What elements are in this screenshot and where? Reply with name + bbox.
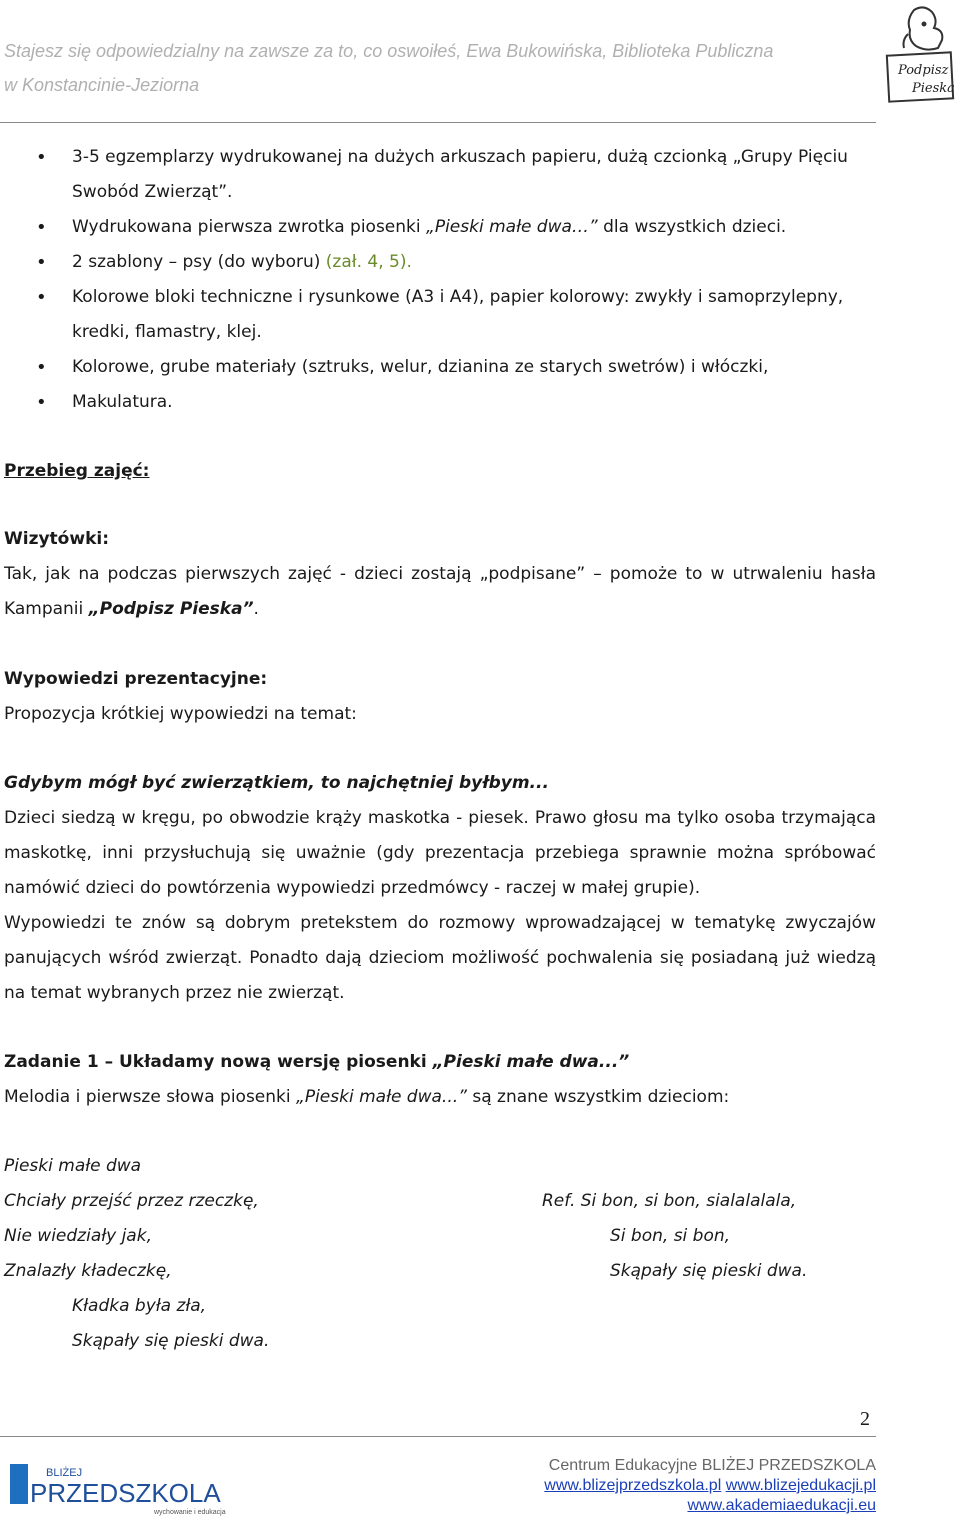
footer-contact xyxy=(544,1456,876,1516)
page-number: 2 xyxy=(860,1408,870,1430)
header-line-1: Stajesz się odpowiedzialny na zawsze za to, co oswoiłeś, Ewa Bukowińska, Biblioteka Publiczna xyxy=(4,41,774,61)
podpisz-pieska-logo xyxy=(884,4,956,104)
wypowiedzi-text: Propozycja krótkiej wypowiedzi na temat: xyxy=(4,704,357,724)
wypowiedzi-heading: Wypowiedzi prezentacyjne: xyxy=(4,669,268,689)
gdybym-heading: Gdybym mógł być zwierzątkiem, to najchętniej byłbym... xyxy=(4,773,549,793)
list-item: • Wydrukowana pierwsza zwrotka piosenki „Pieski małe dwa…” dla wszystkich dzieci. xyxy=(36,210,876,245)
poem-line: Znalazły kładeczkę, xyxy=(4,1261,172,1281)
refrain-line: Si bon, si bon, xyxy=(610,1226,731,1246)
svg-text:BLIŻEJ: BLIŻEJ xyxy=(46,1467,83,1479)
svg-text:PRZEDSZKOLA: PRZEDSZKOLA xyxy=(30,1478,221,1508)
poem-line: Pieski małe dwa xyxy=(4,1156,142,1176)
footer-divider xyxy=(0,1436,876,1437)
list-item: • 3-5 egzemplarzy wydrukowanej na dużych arkuszach papieru, dużą czcionką „Grupy Pięciu Swobód Zwierząt”. xyxy=(36,140,876,210)
przebieg-heading: Przebieg zajęć: xyxy=(4,461,150,481)
poem-line: Skąpały się pieski dwa. xyxy=(72,1331,270,1351)
poem-line: Chciały przejść przez rzeczkę, xyxy=(4,1191,259,1211)
materials-list xyxy=(36,140,876,420)
svg-text:Pieska: Pieska xyxy=(912,81,955,96)
paragraph-1: Dzieci siedzą w kręgu, po obwodzie krąży maskotka - piesek. Prawo głosu ma tylko osoba trzymająca maskotkę, inni przysłuchują się uważnie (gdy prezentacja przebiega sprawnie można spróbować namówić dzieci do powtórzenia wypowiedzi przedmówcy - raczej w małej grupie). xyxy=(4,808,876,898)
header-text xyxy=(4,34,773,102)
svg-text:wychowanie i edukacja: wychowanie i edukacja xyxy=(154,1509,226,1516)
link-blizejprzedszkola[interactable]: www.blizejprzedszkola.pl xyxy=(544,1477,722,1494)
paragraph-2: Wypowiedzi te znów są dobrym pretekstem do rozmowy wprowadzającej w tematykę zwyczajów panujących wśród zwierząt. Ponadto dają dzieciom możliwość pochwalenia się posiadaną już wiedzą na temat wybranych przez nie zwierząt. xyxy=(4,913,876,1003)
zadanie-heading: Zadanie 1 – Układamy nową wersję piosenki „Pieski małe dwa...” xyxy=(4,1052,630,1072)
list-item: • Kolorowe, grube materiały (sztruks, welur, dzianina ze starych swetrów) i włóczki, xyxy=(36,350,876,385)
svg-text:Podpisz: Podpisz xyxy=(898,63,949,78)
footer-org: Centrum Edukacyjne BLIŻEJ PRZEDSZKOLA xyxy=(548,1457,876,1474)
list-item: • 2 szablony – psy (do wyboru) (zał. 4, 5). xyxy=(36,245,876,280)
poem-line: Kładka była zła, xyxy=(72,1296,207,1316)
refrain-line: Ref. Si bon, si bon, sialalalala, xyxy=(542,1191,797,1211)
blizej-przedszkola-logo xyxy=(4,1460,252,1518)
melodia-text: Melodia i pierwsze słowa piosenki „Pieski małe dwa...” są znane wszystkim dzieciom: xyxy=(4,1087,730,1107)
refrain-line: Skąpały się pieski dwa. xyxy=(610,1261,808,1281)
header-line-2: w Konstancinie-Jeziorna xyxy=(4,75,200,95)
header-divider xyxy=(0,122,876,123)
list-item: • Makulatura. xyxy=(36,385,876,420)
wizytowki-heading: Wizytówki: xyxy=(4,529,109,549)
link-blizejedukacji[interactable]: www.blizejedukacji.pl xyxy=(725,1477,876,1494)
list-item: • Kolorowe bloki techniczne i rysunkowe (A3 i A4), papier kolorowy: zwykły i samoprzylepny, kredki, flamastry, klej. xyxy=(36,280,876,350)
poem-line: Nie wiedziały jak, xyxy=(4,1226,152,1246)
link-akademiaedukacji[interactable]: www.akademiaedukacji.eu xyxy=(687,1497,876,1514)
wizytowki-text: Tak, jak na podczas pierwszych zajęć - dzieci zostają „podpisane” – pomoże to w utrwaleniu hasła Kampanii „Podpisz Pieska”. xyxy=(4,564,876,619)
